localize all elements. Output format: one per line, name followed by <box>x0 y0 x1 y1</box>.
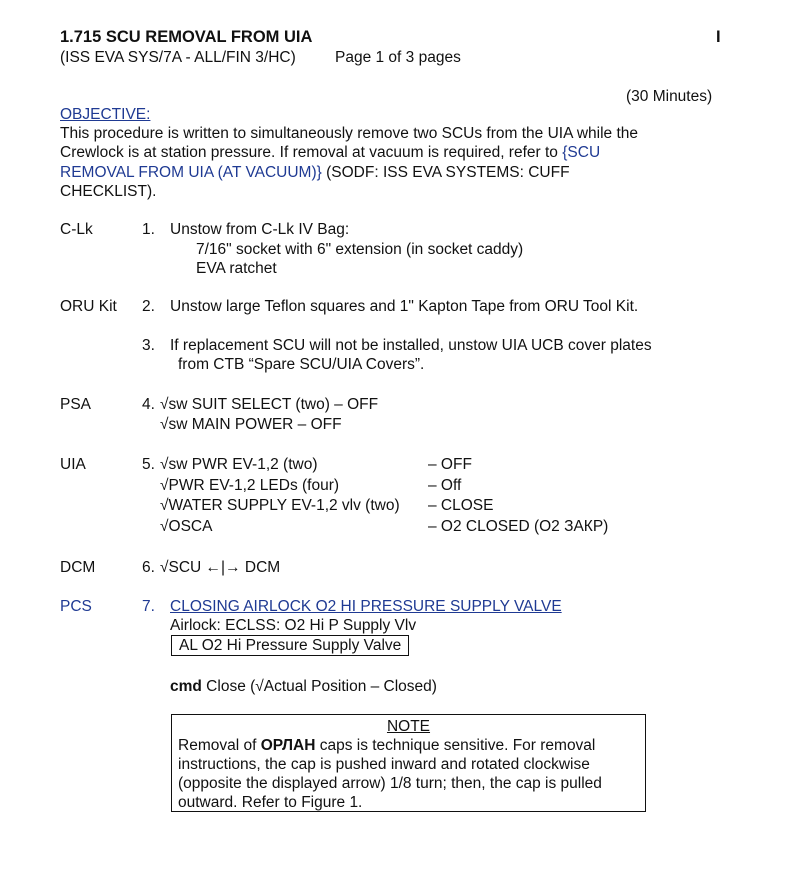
objective-text: Crewlock is at station pressure. If removal at vacuum is required, refer to <box>60 144 563 161</box>
step-5-location: UIA <box>60 456 86 473</box>
step-1-text: Unstow from C-Lk IV Bag: <box>170 221 350 238</box>
step-5-value-leds: – Off <box>428 477 462 494</box>
step-5-value-water: – CLOSE <box>428 497 494 514</box>
step-3-number: 3. <box>142 337 155 354</box>
step-5-value-osca: – O2 CLOSED (O2 ЗАКР) <box>428 518 609 535</box>
page-indicator: Page 1 of 3 pages <box>335 49 461 66</box>
step-1-item-ratchet: EVA ratchet <box>196 260 277 277</box>
step-5-item-osca: √OSCA <box>160 518 213 535</box>
step-1-location: C-Lk <box>60 221 93 238</box>
step-7-display-path: Airlock: ECLSS: O2 Hi P Supply Vlv <box>170 617 417 634</box>
note-box <box>171 714 646 812</box>
step-2-location: ORU Kit <box>60 298 117 315</box>
objective-text-ref: (SODF: ISS EVA SYSTEMS: CUFF <box>321 164 570 181</box>
step-5-number: 5. <box>142 456 155 473</box>
procedure-title: 1.715 SCU REMOVAL FROM UIA <box>60 28 313 46</box>
procedure-subtitle: (ISS EVA SYS/7A - ALL/FIN 3/HC) <box>60 49 296 66</box>
objective-line-1: This procedure is written to simultaneously remove two SCUs from the UIA while the <box>60 125 639 142</box>
objective-line-4: CHECKLIST). <box>60 183 157 200</box>
step-7-number: 7. <box>142 598 155 615</box>
step-7-location: PCS <box>60 598 92 615</box>
step-5-item-pwr: √sw PWR EV-1,2 (two) <box>160 456 318 473</box>
step-7-command <box>170 677 437 696</box>
objective-line-3 <box>60 163 570 182</box>
cmd-text: Close (√Actual Position – Closed) <box>201 678 437 695</box>
objective-line-2 <box>60 143 600 162</box>
step-4-location: PSA <box>60 396 92 413</box>
step-5-item-leds: √PWR EV-1,2 LEDs (four) <box>160 477 340 494</box>
note-text: Removal of <box>178 737 261 754</box>
step-6-number: 6. <box>142 559 155 576</box>
note-text-cont: caps is technique sensitive. For removal <box>315 737 596 754</box>
step-6-text: √SCU ←|→ DCM <box>160 559 281 576</box>
step-5-item-water: √WATER SUPPLY EV-1,2 vlv (two) <box>160 497 400 514</box>
step-2-text: Unstow large Teflon squares and 1" Kapton Tape from ORU Tool Kit. <box>170 298 639 315</box>
step-3-line-2: from CTB “Spare SCU/UIA Covers”. <box>178 356 425 373</box>
step-7-heading: CLOSING AIRLOCK O2 HI PRESSURE SUPPLY VALVE <box>170 598 562 615</box>
step-6-location: DCM <box>60 559 96 576</box>
objective-heading: OBJECTIVE: <box>60 106 151 123</box>
step-4-number: 4. <box>142 396 155 413</box>
cmd-keyword: cmd <box>170 678 202 695</box>
orlan-term: ОРЛАН <box>260 737 316 754</box>
step-1-item-socket: 7/16" socket with 6" extension (in socket caddy) <box>196 241 524 258</box>
vacuum-procedure-link[interactable]: {SCU <box>562 144 601 161</box>
vacuum-procedure-link-cont[interactable]: REMOVAL FROM UIA (AT VACUUM)} <box>60 164 322 181</box>
note-line-2: instructions, the cap is pushed inward and rotated clockwise <box>178 756 590 773</box>
step-4-line-2: √sw MAIN POWER – OFF <box>160 416 342 433</box>
step-3-line-1: If replacement SCU will not be installed, unstow UIA UCB cover plates <box>170 337 652 354</box>
step-2-number: 2. <box>142 298 155 315</box>
step-7-display-box: AL O2 Hi Pressure Supply Valve <box>171 635 409 656</box>
note-line-4: outward. Refer to Figure 1. <box>178 794 363 811</box>
change-bar: I <box>716 28 721 46</box>
duration-label: (30 Minutes) <box>626 88 713 105</box>
note-line-1 <box>178 736 595 755</box>
note-title: NOTE <box>386 718 431 735</box>
step-1-number: 1. <box>142 221 155 238</box>
step-4-line-1: √sw SUIT SELECT (two) – OFF <box>160 396 379 413</box>
step-5-value-pwr: – OFF <box>428 456 472 473</box>
note-line-3: (opposite the displayed arrow) 1/8 turn; then, the cap is pulled <box>178 775 602 792</box>
